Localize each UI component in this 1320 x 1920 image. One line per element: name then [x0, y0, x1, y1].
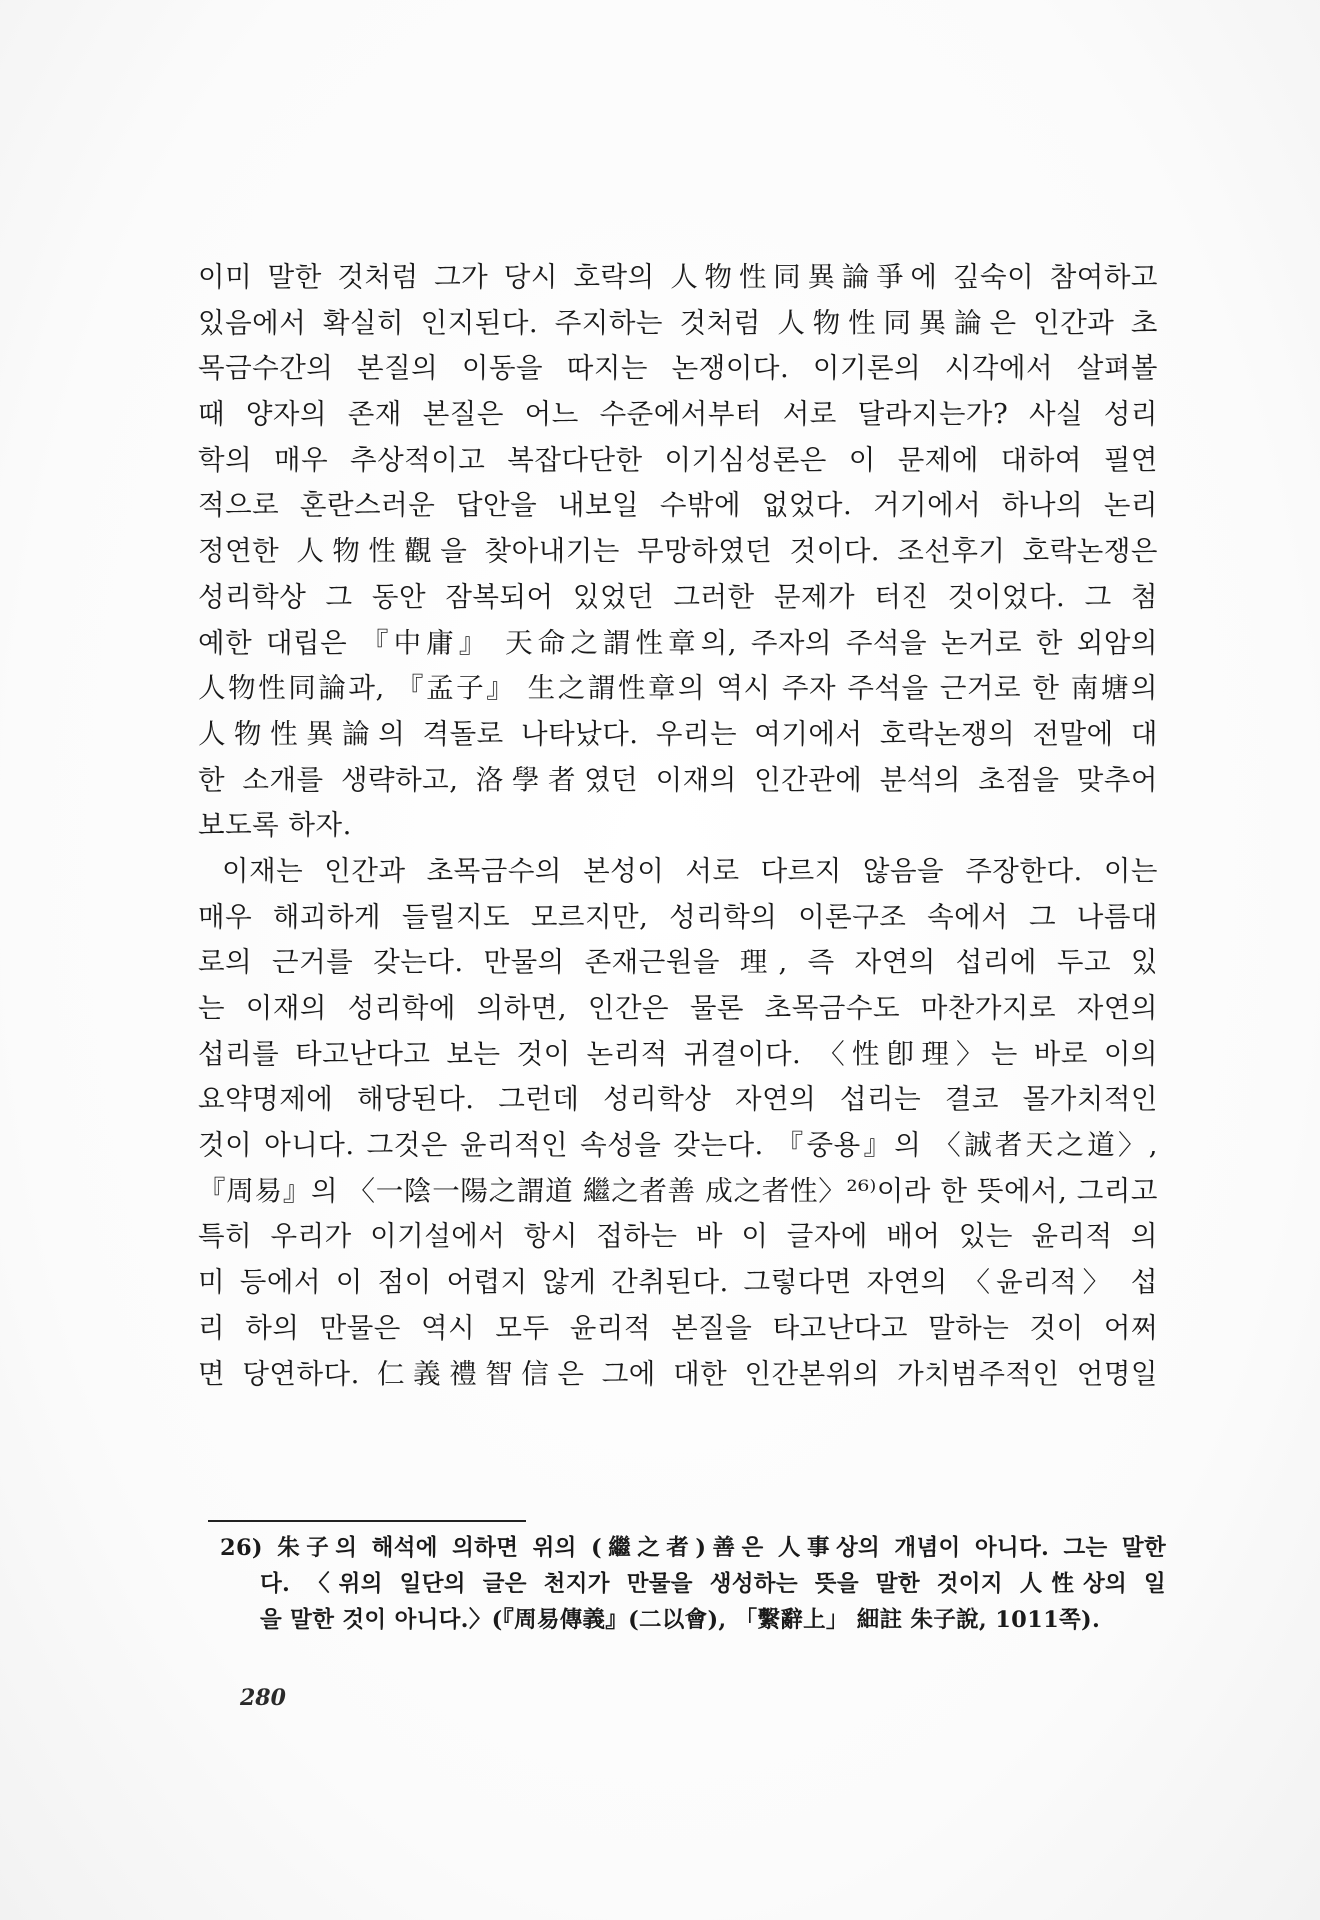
text-line: 목금수간의 본질의 이동을 따지는 논쟁이다. 이기론의 시각에서 살펴볼 [198, 352, 1158, 385]
text-line: 면 당연하다. 仁義禮智信은 그에 대한 인간본위의 가치범주적인 언명일 [198, 1357, 1158, 1390]
text-line: 『周易』의 〈一陰一陽之謂道 繼之者善 成之者性〉²⁶⁾이라 한 뜻에서, 그리고 [198, 1174, 1158, 1207]
text-line: 섭리를 타고난다고 보는 것이 논리적 귀결이다. 〈性卽理〉는 바로 이의 [198, 1037, 1158, 1070]
footnote-line: 26) 朱子의 해석에 의하면 위의 (繼之者)善은 人事상의 개념이 아니다. 그는 말한 [220, 1535, 1166, 1561]
text-line: 이미 말한 것처럼 그가 당시 호락의 人物性同異論爭에 깊숙이 참여하고 [198, 261, 1158, 293]
footnote [220, 1530, 1166, 1638]
text-line: 적으로 혼란스러운 답안을 내보일 수밖에 없었다. 거기에서 하나의 논리 [198, 489, 1158, 522]
text-line: 때 양자의 존재 본질은 어느 수준에서부터 서로 달라지는가? 사실 성리 [198, 398, 1158, 431]
text-line: 는 이재의 성리학에 의하면, 인간은 물론 초목금수도 마찬가지로 자연의 [198, 992, 1158, 1024]
footnote-line: 을 말한 것이 아니다.〉(『周易傳義』(二以會), 「繫辭上」 細註 朱子說, 1011쪽). [260, 1607, 1101, 1633]
text-line: 人物性異論의 격돌로 나타났다. 우리는 여기에서 호락논쟁의 전말에 대 [198, 717, 1158, 750]
text-line: 성리학상 그 동안 잠복되어 있었던 그러한 문제가 터진 것이었다. 그 첨 [198, 580, 1158, 613]
text-line: 특히 우리가 이기설에서 항시 접하는 바 이 글자에 배어 있는 윤리적 의 [198, 1220, 1158, 1253]
text-line: 학의 매우 추상적이고 복잡다단한 이기심성론은 이 문제에 대하여 필연 [198, 443, 1158, 476]
text-line: 예한 대립은 『中庸』 天命之謂性章의, 주자의 주석을 논거로 한 외암의 [198, 626, 1158, 659]
page-number: 280 [240, 1685, 286, 1711]
footnote-divider [208, 1520, 526, 1522]
text-line: 보도록 하자. [198, 809, 352, 842]
text-line: 이재는 인간과 초목금수의 본성이 서로 다르지 않음을 주장한다. 이는 [222, 854, 1158, 887]
text-line: 매우 해괴하게 들릴지도 모르지만, 성리학의 이론구조 속에서 그 나름대 [198, 900, 1158, 933]
main-text [198, 255, 1158, 1397]
text-line: 정연한 人物性觀을 찾아내기는 무망하였던 것이다. 조선후기 호락논쟁은 [198, 535, 1158, 568]
text-line: 있음에서 확실히 인지된다. 주지하는 것처럼 人物性同異論은 인간과 초 [198, 306, 1158, 339]
text-line: 요약명제에 해당된다. 그런데 성리학상 자연의 섭리는 결코 몰가치적인 [198, 1083, 1158, 1116]
text-line: 미 등에서 이 점이 어렵지 않게 간취된다. 그렇다면 자연의 〈윤리적〉 섭 [198, 1266, 1158, 1299]
text-line: 리 하의 만물은 역시 모두 윤리적 본질을 타고난다고 말하는 것이 어쩌 [198, 1311, 1158, 1344]
footnote-line: 다. 〈위의 일단의 글은 천지가 만물을 생성하는 뜻을 말한 것이지 人性상의 일 [260, 1571, 1166, 1597]
text-line: 것이 아니다. 그것은 윤리적인 속성을 갖는다. 『중용』의 〈誠者天之道〉, [198, 1129, 1158, 1162]
text-line: 人物性同論과, 『孟子』 生之謂性章의 역시 주자 주석을 근거로 한 南塘의 [198, 672, 1158, 705]
text-line: 한 소개를 생략하고, 洛學者였던 이재의 인간관에 분석의 초점을 맞추어 [198, 763, 1158, 796]
text-line: 로의 근거를 갖는다. 만물의 존재근원을 理, 즉 자연의 섭리에 두고 있 [198, 946, 1158, 979]
